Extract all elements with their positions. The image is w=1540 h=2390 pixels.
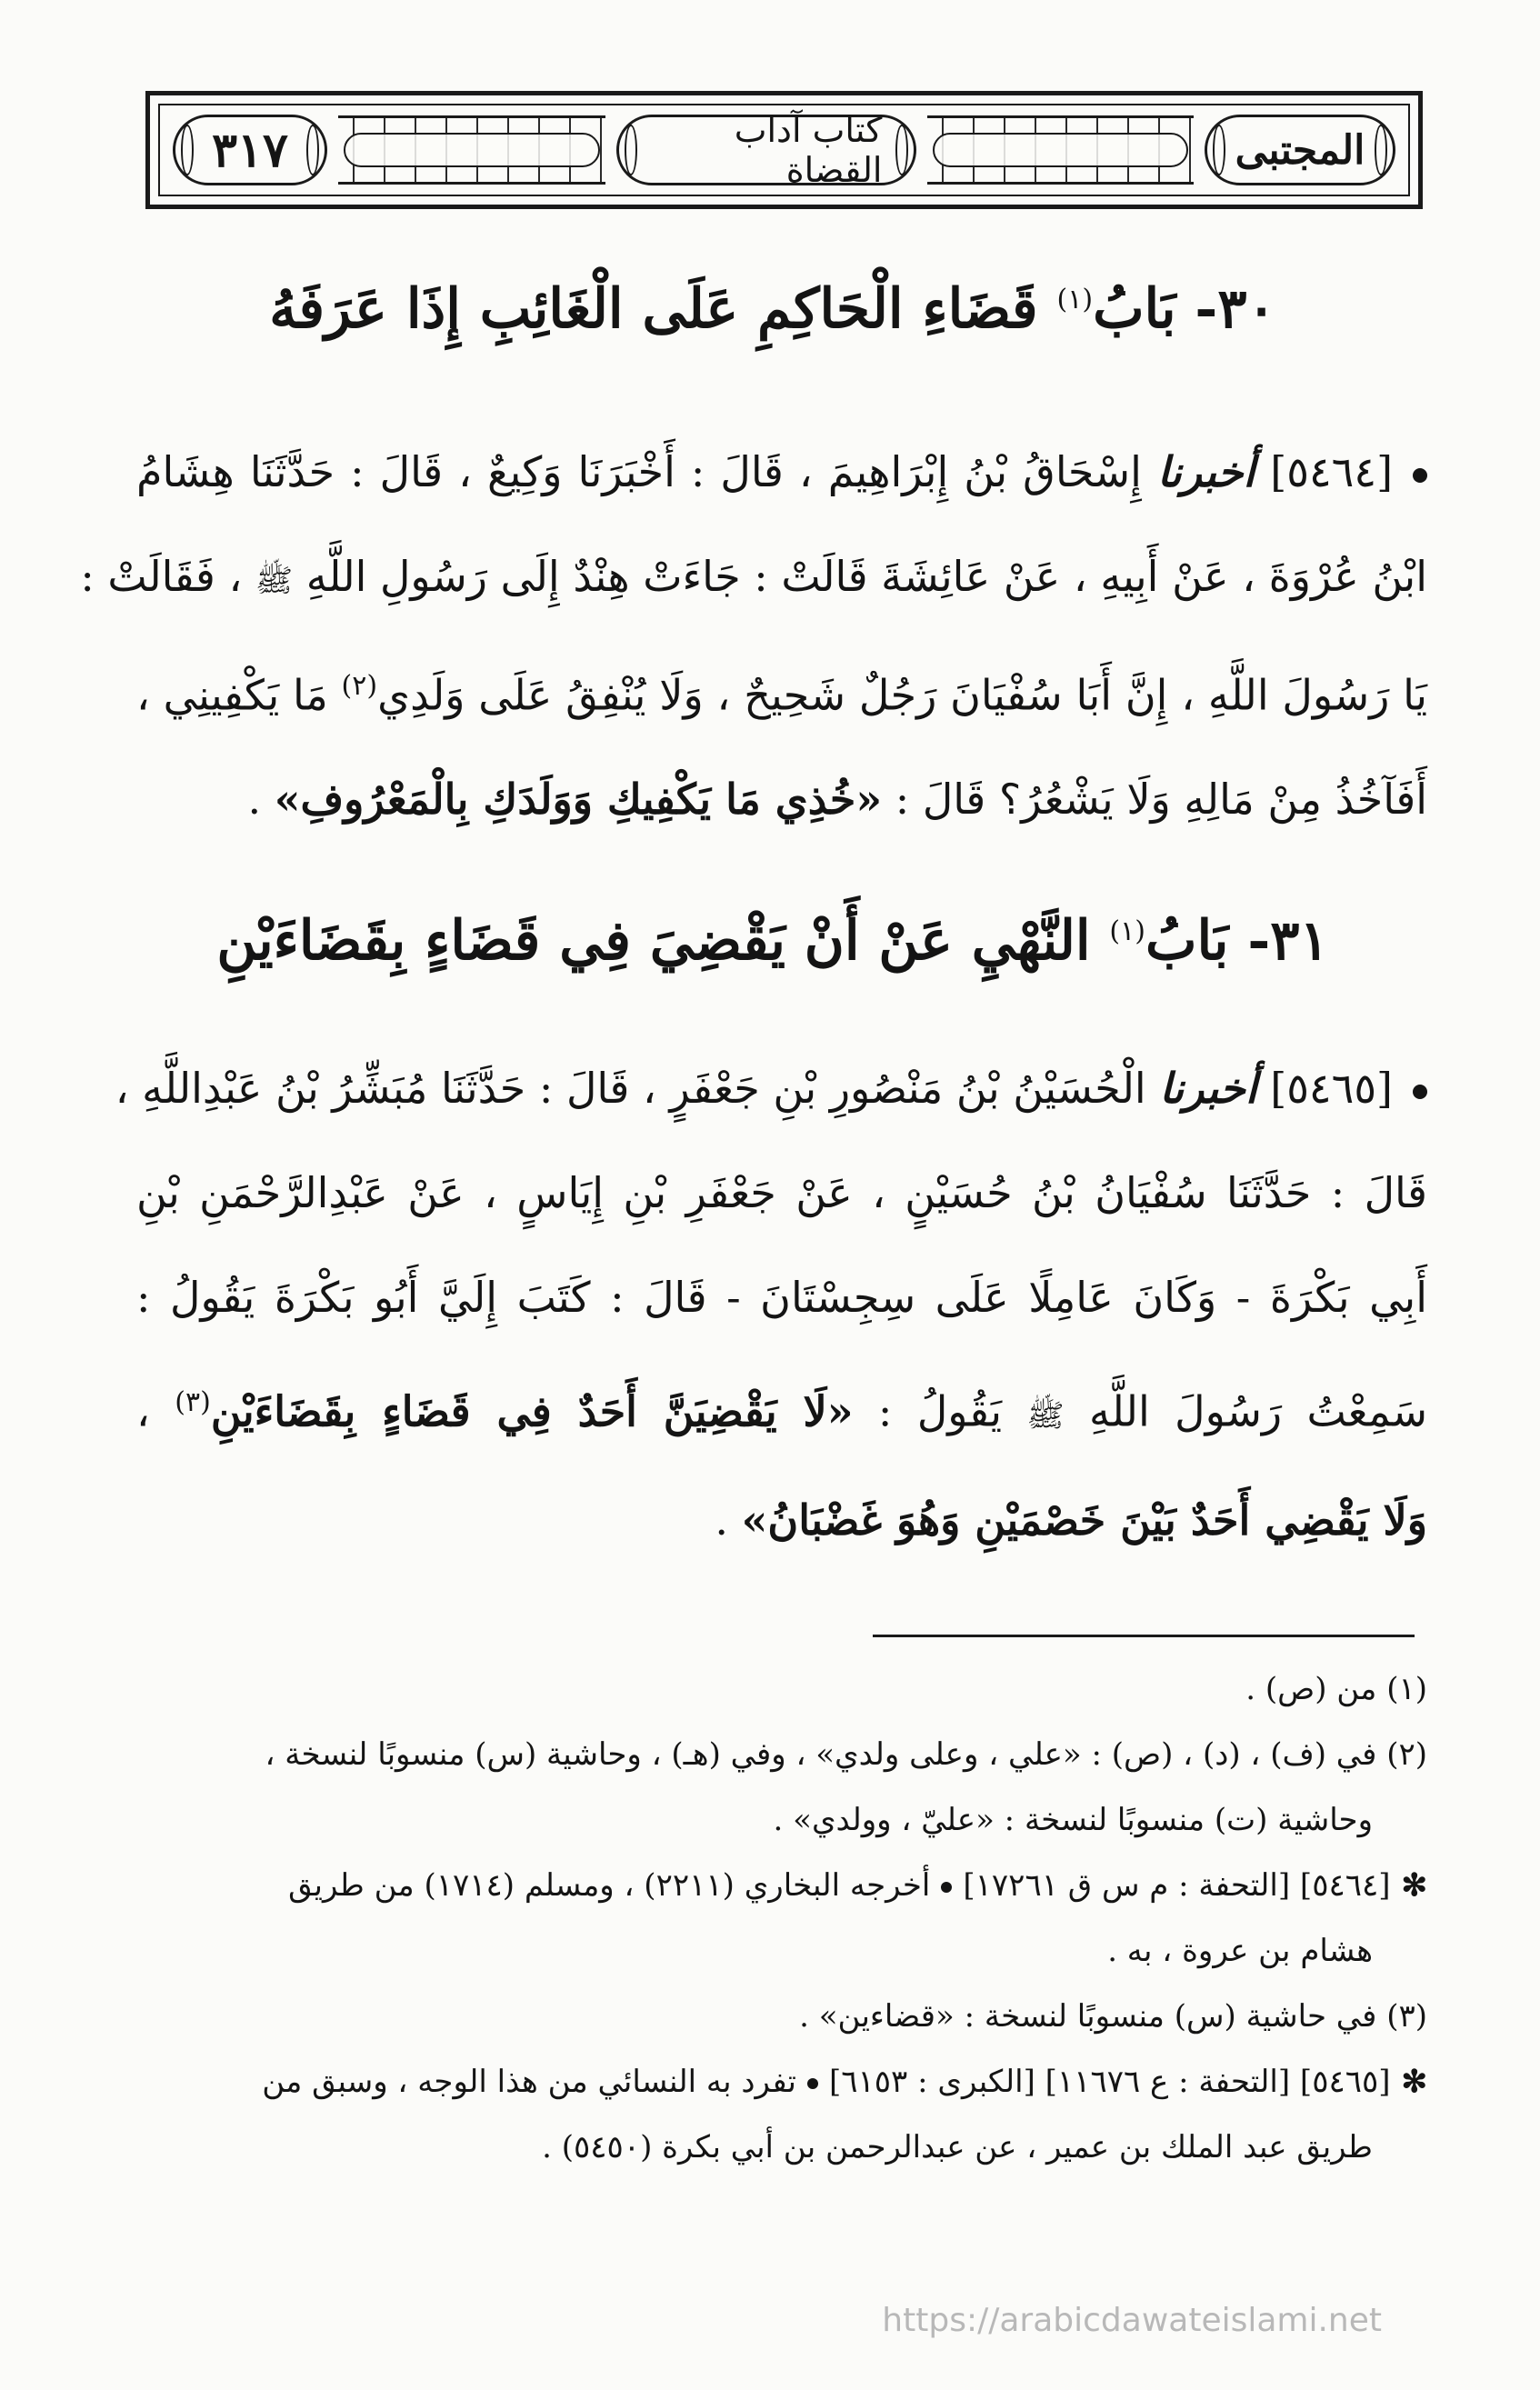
takhrij-text: تفرد به النسائي من هذا الوجه ، وسبق من bbox=[262, 2064, 796, 2100]
footnote-3: (٣) في حاشية (س) منسوبًا لنسخة : «قضاءين» . bbox=[799, 1998, 1427, 2035]
hadith-number: [٥٤٦٤] bbox=[1270, 447, 1394, 496]
page-number: ٣١٧ bbox=[212, 122, 288, 178]
chapter-number: ٣٠- bbox=[1195, 277, 1276, 341]
header-ornament-right bbox=[927, 115, 1195, 185]
hadith-line bbox=[115, 1036, 1427, 1141]
hadith-line bbox=[136, 747, 1427, 852]
hadith-line bbox=[136, 1245, 1427, 1350]
header-inner-frame bbox=[158, 104, 1410, 196]
footnote-ref: (٣) bbox=[175, 1386, 211, 1418]
hadith-line bbox=[136, 420, 1427, 525]
hadith-line bbox=[80, 525, 1427, 634]
takhrij-text: أخرجه البخاري (٢٢١١) ، ومسلم (١٧١٤) من طريق bbox=[288, 1867, 931, 1904]
bullet-icon bbox=[941, 1882, 952, 1893]
salawat-icon: ﷺ bbox=[255, 563, 294, 599]
watermark-url: https://arabicdawateislami.net bbox=[882, 2302, 1382, 2339]
hadith-text: . bbox=[715, 1495, 729, 1545]
chapter-title: النَّهْيِ عَنْ أَنْ يَقْضِيَ فِي قَضَاءٍ بِقَضَاءَيْنِ bbox=[216, 909, 1091, 973]
takhrij-reference: [٥٤٦٥] [التحفة : ع ١١٦٧٦] [الكبرى : ٦١٥٣] bbox=[828, 2064, 1391, 2100]
hadith-5465 bbox=[115, 1036, 1428, 1573]
hadith-text: ، bbox=[136, 1386, 150, 1436]
takhrij-5465-continued: طريق عبد الملك بن عمير ، عن عبدالرحمن بن أبي بكرة (٥٤٥٠) . bbox=[542, 2129, 1373, 2165]
footnote-ref: (١) bbox=[1056, 284, 1094, 315]
hadith-text: سَمِعْتُ رَسُولَ اللَّهِ bbox=[1089, 1386, 1428, 1436]
hadith-5464 bbox=[80, 420, 1427, 852]
hadith-text: مَا يَكْفِينِي ، bbox=[136, 670, 328, 720]
bullet-icon bbox=[807, 2078, 818, 2089]
page-header bbox=[145, 91, 1423, 209]
hadith-text: الْحُسَيْنُ بْنُ مَنْصُورِ بْنِ جَعْفَرٍ ، قَالَ : حَدَّثَنَا مُبَشِّرُ بْنُ عَبْدِاللَّهِ ، bbox=[115, 1064, 1146, 1113]
hadith-text: إِسْحَاقُ بْنُ إِبْرَاهِيمَ ، قَالَ : أَخْبَرَنَا وَكِيعٌ ، قَالَ : حَدَّثَنَا هِشَامُ bbox=[136, 447, 1142, 496]
akhbarana-label: أخبرنا bbox=[1156, 447, 1255, 496]
hadith-text: أَبِي بَكْرَةَ - وَكَانَ عَامِلًا عَلَى سِجِسْتَانَ - قَالَ : كَتَبَ إِلَيَّ أَبُو بَكْرَةَ يَقُولُ : bbox=[136, 1273, 1427, 1322]
takhrij-5464 bbox=[136, 1853, 1427, 1918]
prophetic-quote: وَلَا يَقْضِي أَحَدٌ بَيْنَ خَصْمَيْنِ وَهُوَ غَضْبَانُ» bbox=[741, 1495, 1427, 1545]
chapter-title: قَضَاءِ الْحَاكِمِ عَلَى الْغَائِبِ إِذَا عَرَفَهُ bbox=[269, 277, 1038, 341]
hadith-text: ابْنُ عُرْوَةَ ، عَنْ أَبِيهِ ، عَنْ عَائِشَةَ قَالَتْ : جَاءَتْ هِنْدٌ إِلَى رَسُولِ اللَّهِ bbox=[305, 552, 1427, 601]
hadith-text: ، فَقَالَتْ : bbox=[80, 552, 243, 601]
hadith-number: [٥٤٦٥] bbox=[1270, 1064, 1393, 1113]
footnote-1: (١) من (ص) . bbox=[1245, 1671, 1427, 1707]
header-ornament-left bbox=[338, 115, 605, 185]
takhrij-5464-continued: هشام بن عروة ، به . bbox=[1107, 1933, 1373, 1969]
chapter-word: بَابُ bbox=[1093, 277, 1176, 341]
footnotes bbox=[136, 1656, 1427, 2180]
takhrij-5465 bbox=[136, 2049, 1427, 2115]
hadith-text: يَقُولُ : bbox=[877, 1386, 1003, 1436]
salawat-icon: ﷺ bbox=[1026, 1397, 1065, 1435]
hadith-text: أَفَآخُذُ مِنْ مَالِهِ وَلَا يَشْعُرُ؟ قَالَ : bbox=[895, 775, 1427, 825]
prophetic-quote: «لَا يَقْضِيَنَّ أَحَدٌ فِي قَضَاءٍ بِقَضَاءَيْنِ bbox=[210, 1386, 854, 1436]
bullet-icon bbox=[1413, 1085, 1427, 1099]
hadith-text: . bbox=[247, 775, 262, 825]
book-logo-text: المجتبى bbox=[1235, 126, 1365, 174]
bullet-icon bbox=[1413, 468, 1427, 483]
footnote-2-continued: وحاشية (ت) منسوبًا لنسخة : «عليّ ، وولدي» . bbox=[773, 1802, 1373, 1838]
hadith-line bbox=[136, 1350, 1427, 1468]
hadith-line bbox=[136, 1141, 1427, 1245]
asterisk-icon: ✻ bbox=[1401, 2064, 1427, 2100]
book-title: كتاب آداب القضاة bbox=[734, 110, 883, 190]
footnote-separator bbox=[873, 1635, 1415, 1637]
hadith-line bbox=[136, 1468, 1427, 1573]
chapter-heading-30 bbox=[136, 277, 1409, 341]
header-title-cartouche bbox=[616, 110, 916, 190]
footnote-2: (٢) في (ف) ، (د) ، (ص) : «علي ، وعلى ولدي» ، وفي (هـ) ، وحاشية (س) منسوبًا لنسخة ، bbox=[265, 1736, 1427, 1773]
book-logo bbox=[1205, 115, 1395, 185]
page-number-cartouche bbox=[173, 115, 327, 185]
prophetic-quote: «خُذِي مَا يَكْفِيكِ وَوَلَدَكِ بِالْمَعْرُوفِ» bbox=[274, 775, 883, 825]
footnote-ref: (٢) bbox=[341, 670, 378, 702]
hadith-text: يَا رَسُولَ اللَّهِ ، إِنَّ أَبَا سُفْيَانَ رَجُلٌ شَحِيحٌ ، وَلَا يُنْفِقُ عَلَى وَلَدِي bbox=[377, 670, 1427, 720]
chapter-heading-31 bbox=[136, 909, 1409, 973]
footnote-ref: (١) bbox=[1109, 915, 1145, 947]
hadith-line bbox=[136, 634, 1427, 747]
hadith-text: قَالَ : حَدَّثَنَا سُفْيَانُ بْنُ حُسَيْنٍ ، عَنْ جَعْفَرِ بْنِ إِيَاسٍ ، عَنْ عَبْدِالرَّحْمَنِ بْنِ bbox=[136, 1168, 1427, 1217]
chapter-number: ٣١- bbox=[1247, 909, 1329, 973]
takhrij-reference: [٥٤٦٤] [التحفة : م س ق ١٧٢٦١] bbox=[963, 1867, 1391, 1904]
asterisk-icon: ✻ bbox=[1401, 1867, 1427, 1904]
akhbarana-label: أخبرنا bbox=[1159, 1064, 1257, 1113]
chapter-word: بَابُ bbox=[1145, 909, 1229, 973]
